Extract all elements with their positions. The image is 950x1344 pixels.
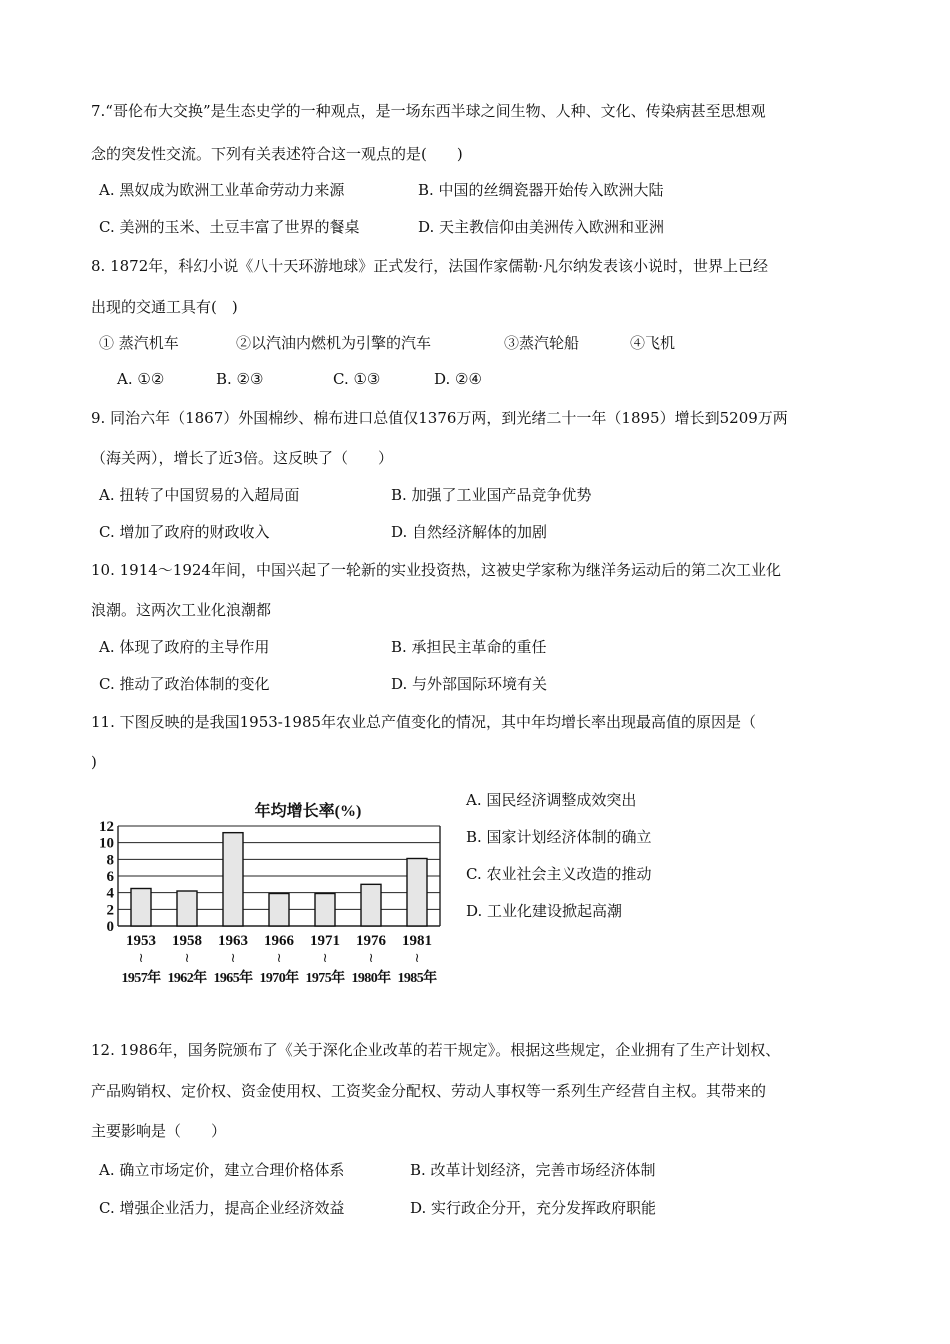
x-label-range-mark: ≀ bbox=[230, 950, 236, 965]
y-tick-label: 10 bbox=[99, 835, 114, 852]
x-label-end: 1965年 bbox=[213, 971, 253, 986]
x-label-end: 1970年 bbox=[259, 971, 299, 986]
q11-option-a[interactable]: A. 国民经济调整成效突出 bbox=[466, 791, 637, 809]
q7-option-a[interactable]: A. 黑奴成为欧洲工业革命劳动力来源 bbox=[99, 181, 345, 199]
q8-item-3: ③蒸汽轮船 bbox=[504, 334, 580, 352]
q8-item-4: ④飞机 bbox=[630, 334, 676, 352]
x-label-end: 1980年 bbox=[351, 971, 391, 986]
q11-stem-line1: 11. 下图反映的是我国1953-1985年农业总产值变化的情况，其中年均增长率出现最高值的原因是（ bbox=[91, 713, 757, 731]
y-tick-label: 8 bbox=[106, 852, 114, 869]
q12-stem-line2: 产品购销权、定价权、资金使用权、工资奖金分配权、劳动人事权等一系列生产经营自主权。其带来的 bbox=[91, 1082, 767, 1100]
x-label-end: 1962年 bbox=[167, 971, 207, 986]
q11-option-b[interactable]: B. 国家计划经济体制的确立 bbox=[466, 828, 652, 846]
q12-stem-line1: 12. 1986年，国务院颁布了《关于深化企业改革的若干规定》。根据这些规定，企业拥有了生产计划权、 bbox=[91, 1041, 781, 1059]
y-tick-label: 4 bbox=[106, 885, 114, 902]
q7-stem-line2: 念的突发性交流。下列有关表述符合这一观点的是( ) bbox=[91, 145, 463, 163]
q10-option-c[interactable]: C. 推动了政治体制的变化 bbox=[99, 675, 270, 693]
q11-stem-line2: ) bbox=[91, 753, 97, 771]
q11-option-c[interactable]: C. 农业社会主义改造的推动 bbox=[466, 865, 652, 883]
y-tick-label: 6 bbox=[106, 869, 114, 885]
y-tick-label: 0 bbox=[106, 919, 114, 935]
q8-option-c[interactable]: C. ①③ bbox=[333, 370, 381, 388]
x-label-start: 1971 bbox=[310, 933, 340, 949]
q12-stem-line3: 主要影响是（ ） bbox=[91, 1122, 227, 1140]
q10-stem-line1: 10. 1914～1924年间，中国兴起了一轮新的实业投资热，这被史学家称为继洋务运动后的第二次工业化 bbox=[91, 561, 781, 579]
q8-option-a[interactable]: A. ①② bbox=[117, 370, 165, 388]
chart-title: 年均增长率(%) bbox=[254, 803, 362, 820]
q8-stem-line1: 8. 1872年，科幻小说《八十天环游地球》正式发行，法国作家儒勒·凡尔纳发表该小说时，世界上已经 bbox=[91, 257, 769, 275]
x-label-range-mark: ≀ bbox=[276, 950, 282, 965]
q12-option-c[interactable]: C. 增强企业活力，提高企业经济效益 bbox=[99, 1199, 345, 1217]
q7-option-c[interactable]: C. 美洲的玉米、土豆丰富了世界的餐桌 bbox=[99, 218, 360, 236]
x-label-range-mark: ≀ bbox=[184, 950, 190, 965]
q9-option-b[interactable]: B. 加强了工业国产品竞争优势 bbox=[391, 486, 592, 504]
x-label-start: 1953 bbox=[126, 933, 156, 949]
bar-1963 bbox=[223, 833, 243, 926]
q8-stem-line2: 出现的交通工具有( ) bbox=[91, 298, 238, 316]
q9-option-d[interactable]: D. 自然经济解体的加剧 bbox=[391, 523, 548, 541]
q9-stem-line2: （海关两），增长了近3倍。这反映了（ ） bbox=[91, 449, 394, 467]
x-label-range-mark: ≀ bbox=[368, 950, 374, 965]
q12-option-d[interactable]: D. 实行政企分开，充分发挥政府职能 bbox=[410, 1199, 657, 1217]
x-label-end: 1957年 bbox=[121, 971, 161, 986]
q10-stem-line2: 浪潮。这两次工业化浪潮都 bbox=[91, 601, 272, 619]
bar-1981 bbox=[407, 859, 427, 927]
x-label-range-mark: ≀ bbox=[138, 950, 144, 965]
q8-item-2: ②以汽油内燃机为引擎的汽车 bbox=[236, 334, 432, 352]
q9-option-a[interactable]: A. 扭转了中国贸易的入超局面 bbox=[99, 486, 300, 504]
q10-option-d[interactable]: D. 与外部国际环境有关 bbox=[391, 675, 548, 693]
q10-option-b[interactable]: B. 承担民主革命的重任 bbox=[391, 638, 547, 656]
growth-rate-bar-chart bbox=[90, 792, 460, 992]
q12-option-b[interactable]: B. 改革计划经济，完善市场经济体制 bbox=[410, 1161, 656, 1179]
q9-option-c[interactable]: C. 增加了政府的财政收入 bbox=[99, 523, 270, 541]
x-label-end: 1985年 bbox=[397, 971, 437, 986]
q11-option-d[interactable]: D. 工业化建设掀起高潮 bbox=[466, 902, 623, 920]
q8-option-b[interactable]: B. ②③ bbox=[216, 370, 264, 388]
bar-1953 bbox=[131, 889, 151, 927]
x-label-start: 1981 bbox=[402, 933, 432, 949]
q8-option-d[interactable]: D. ②④ bbox=[434, 370, 482, 388]
q9-stem-line1: 9. 同治六年（1867）外国棉纱、棉布进口总值仅1376万两，到光绪二十一年（1895）增长到5209万两 bbox=[91, 409, 788, 427]
y-tick-label: 2 bbox=[106, 902, 114, 919]
x-label-start: 1976 bbox=[356, 933, 386, 949]
q7-option-d[interactable]: D. 天主教信仰由美洲传入欧洲和亚洲 bbox=[418, 218, 665, 236]
q10-option-a[interactable]: A. 体现了政府的主导作用 bbox=[99, 638, 270, 656]
bar-1966 bbox=[269, 894, 289, 927]
x-label-range-mark: ≀ bbox=[322, 950, 328, 965]
x-label-start: 1958 bbox=[172, 933, 202, 949]
q8-item-1: ① 蒸汽机车 bbox=[99, 334, 179, 352]
bar-1976 bbox=[361, 884, 381, 926]
q12-option-a[interactable]: A. 确立市场定价，建立合理价格体系 bbox=[99, 1161, 345, 1179]
q7-stem-line1: 7.“哥伦布大交换”是生态史学的一种观点，是一场东西半球之间生物、人种、文化、传染病甚至思想观 bbox=[91, 102, 766, 120]
bar-1958 bbox=[177, 891, 197, 926]
x-label-end: 1975年 bbox=[305, 971, 345, 986]
y-tick-label: 12 bbox=[99, 819, 114, 835]
q7-option-b[interactable]: B. 中国的丝绸瓷器开始传入欧洲大陆 bbox=[418, 181, 664, 199]
bar-1971 bbox=[315, 894, 335, 927]
x-label-start: 1966 bbox=[264, 933, 294, 949]
x-label-start: 1963 bbox=[218, 933, 248, 949]
x-label-range-mark: ≀ bbox=[414, 950, 420, 965]
